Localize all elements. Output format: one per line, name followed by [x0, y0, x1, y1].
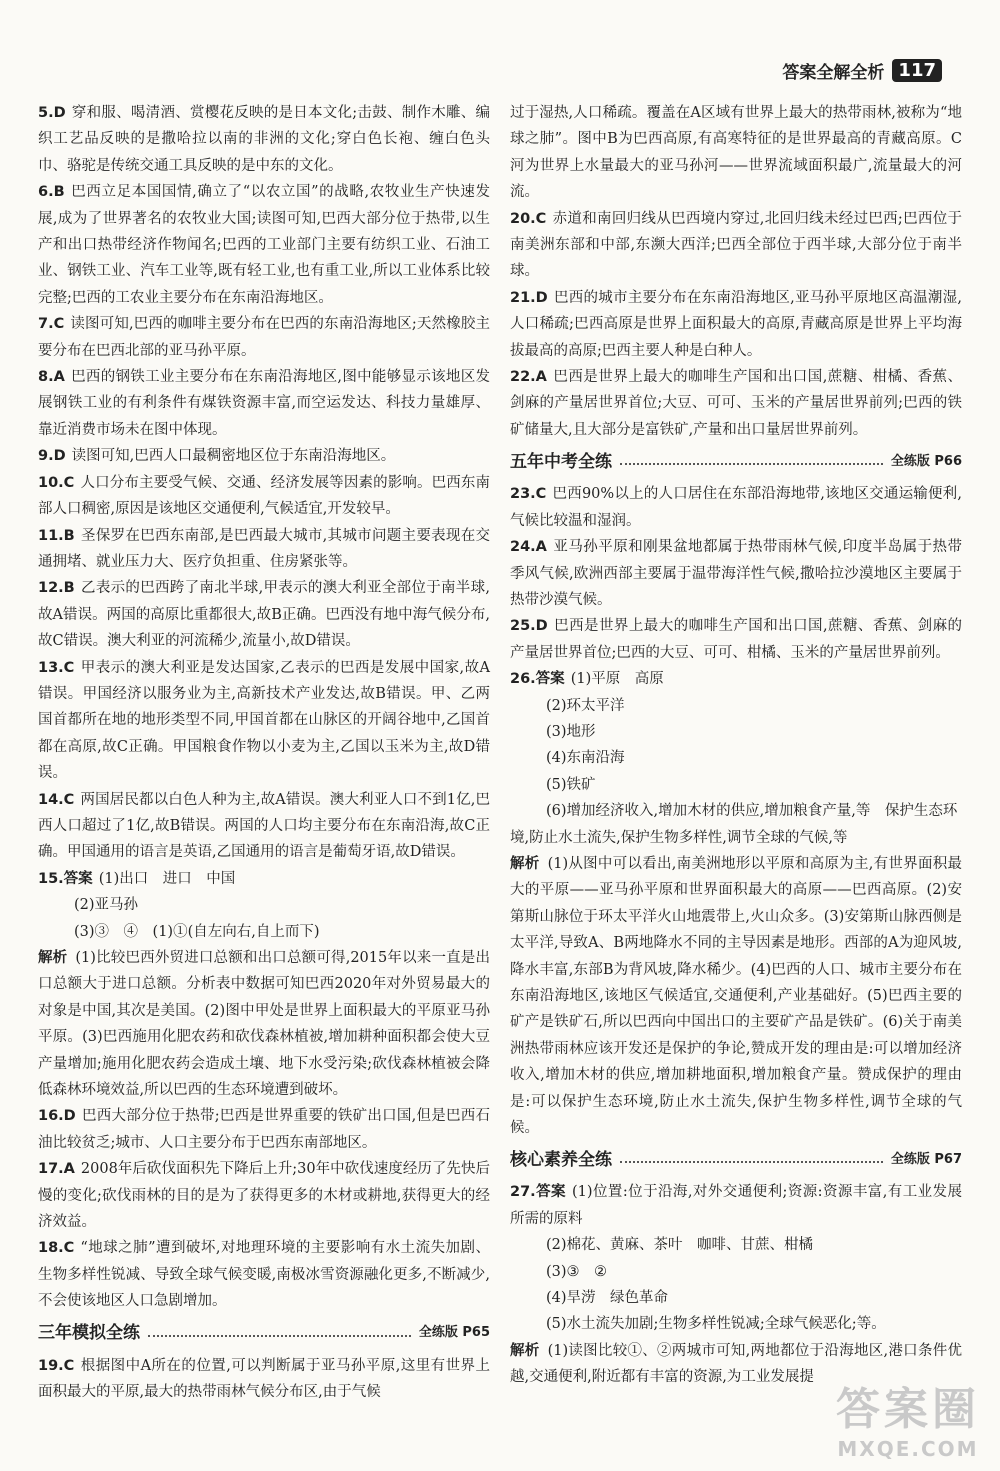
answer-line: (3)③ ②	[546, 1263, 608, 1280]
watermark-logo: 答案圈 MXQE.COM	[836, 1384, 980, 1461]
answer-item: 6.B 巴西立足本国国情,确立了“以农立国”的战略,农牧业生产快速发展,成为了世界著名的农牧业大国;读图可知,巴西大部分位于热带,以生产和出口热带经济作物闻名;巴西的工业部门主要有纺织工业、石油工业、钢铁工业、汽车工业等,既有轻工业,也有重工业,所以工业体系比较完整;巴西的工农业主要分布在东南沿海地区。	[38, 184, 490, 306]
answer-line: (4)旱涝 绿色革命	[546, 1290, 669, 1307]
section-header: 五年中考全练 全练版 P66	[510, 452, 962, 473]
answer-item: 16.D 巴西大部分位于热带;巴西是世界重要的铁矿出口国,但是巴西石油比较贫乏;城市、人口主要分布于巴西东南部地区。	[38, 1108, 490, 1151]
answer-item: 18.C “地球之肺”遭到破坏,对地理环境的主要影响有水土流失加剧、生物多样性锐减、导致全球气候变暖,南极冰雪资源融化更多,不断减少,不会使该地区人口急剧增加。	[38, 1240, 490, 1310]
answer-item: 8.A 巴西的钢铁工业主要分布在东南沿海地区,图中能够显示该地区发展钢铁工业的有利条件有煤铁资源丰富,而空运发达、科技力量雄厚、靠近消费市场未在图中体现。	[38, 369, 490, 438]
answer-line: (4)东南沿海	[546, 750, 625, 767]
answer-item: 9.D 读图可知,巴西人口最稠密地区位于东南沿海地区。	[38, 448, 396, 465]
answer-line: (2)环太平洋	[546, 697, 625, 714]
answer-item: 17.A 2008年后砍伐面积先下降后上升;30年中砍伐速度经历了先快后慢的变化;砍伐雨林的目的是为了获得更多的木材或耕地,获得更大的经济效益。	[38, 1161, 490, 1231]
answer-line: (3)地形	[546, 723, 596, 740]
section-header: 三年模拟全练 全练版 P65	[38, 1323, 490, 1344]
explanation: 解析 (1)读图比较①、②两城市可知,两地都位于沿海地区,港口条件优越,交通便利,附近都有丰富的资源,为工业发展提	[510, 1342, 963, 1386]
answer-item: 23.C 巴西90%以上的人口居住在东部沿海地带,该地区交通运输便利,气候比较温和湿润。	[510, 486, 962, 529]
left-column	[38, 100, 490, 1406]
answer-item: 12.B 乙表示的巴西跨了南北半球,甲表示的澳大利亚全部位于南半球,故A错误。两国的高原比重都很大,故B正确。巴西没有地中海气候分布,故C错误。澳大利亚的河流稀少,流量小,故D错误。	[38, 580, 490, 650]
page-number: 117	[892, 59, 942, 82]
answer-item: 19.C 根据图中A所在的位置,可以判断属于亚马孙平原,这里有世界上面积最大的平原,最大的热带雨林气候分布区,由于气候	[38, 1357, 490, 1401]
answer-item: 25.D 巴西是世界上最大的咖啡生产国和出口国,蔗糖、香蕉、剑麻的产量居世界首位;巴西的大豆、可可、柑橘、玉米的产量居世界前列。	[510, 618, 962, 661]
answer-line: (5)水土流失加剧;生物多样性锐减;全球气候恶化;等。	[546, 1316, 886, 1333]
right-column	[510, 100, 962, 1391]
answer-item: 13.C 甲表示的澳大利亚是发达国家,乙表示的巴西是发展中国家,故A错误。甲国经济以服务业为主,高新技术产业发达,故B错误。甲、乙两国首都所在地的地形类型不同,甲国首都在山脉区的开阔谷地中,乙国首都在高原,故C正确。甲国粮食作物以小麦为主,乙国以玉米为主,故D错误。	[38, 659, 490, 782]
answer-item-26: 26.答案 (1)平原 高原	[510, 671, 664, 688]
answer-item: 20.C 赤道和南回归线从巴西境内穿过,北回归线未经过巴西;巴西位于南美洲东部和中部,东濒大西洋;巴西全部位于西半球,大部分位于南半球。	[510, 210, 962, 280]
answer-item: 21.D 巴西的城市主要分布在东南沿海地区,亚马孙平原地区高温潮湿,人口稀疏;巴西高原是世界上面积最大的高原,青藏高原是世界上平均海拔最高的高原;巴西主要人种是白种人。	[510, 289, 962, 359]
answer-continued: 过于湿热,人口稀疏。覆盖在A区域有世界上最大的热带雨林,被称为“地球之肺”。图中B为巴西高原,有高寒特征的是世界最高的青藏高原。C河为世界上水量最大的亚马孙河——世界流域面积最广,流量最大的河流。	[510, 105, 962, 201]
answer-item: 11.B 圣保罗在巴西东南部,是巴西最大城市,其城市问题主要表现在交通拥堵、就业压力大、医疗负担重、住房紧张等。	[38, 527, 490, 570]
answer-item: 5.D 穿和服、喝清酒、赏樱花反映的是日本文化;击鼓、制作木雕、编织工艺品反映的是撒哈拉以南的非洲的文化;穿白色长袍、缠白色头巾、骆驼是传统交通工具反映的是中东的文化。	[38, 105, 490, 174]
answer-item: 7.C 读图可知,巴西的咖啡主要分布在巴西的东南沿海地区;天然橡胶主要分布在巴西北部的亚马孙平原。	[38, 316, 490, 359]
explanation: 解析 (1)比较巴西外贸进口总额和出口总额可得,2015年以来一直是出口总额大于进口总额。分析表中数据可知巴西2020年对外贸易最大的对象是中国,其次是美国。(2)图中甲处是世界上面积最大的平原亚马孙平原。(3)巴西施用化肥农药和砍伐森林植被,增加耕种面积都会使大豆产量增加;施用化肥农药会造成土壤、地下水受污染;砍伐森林植被会降低森林环境效益,所以巴西的生态环境遭到破坏。	[38, 950, 490, 1099]
page-header	[782, 58, 942, 83]
section-header: 核心素养全练 全练版 P67	[510, 1150, 962, 1171]
answer-item-15: 15.答案 (1)出口 进口 中国	[38, 870, 236, 887]
answer-item-27: 27.答案 (1)位置:位于沿海,对外交通便利;资源:资源丰富,有工业发展所需的原料	[510, 1184, 962, 1227]
answer-line: (2)棉花、黄麻、茶叶 咖啡、甘蔗、柑橘	[546, 1237, 814, 1254]
header-title: 答案全解全析	[782, 63, 885, 83]
answer-item: 10.C 人口分布主要受气候、交通、经济发展等因素的影响。巴西东南部人口稠密,原因是该地区交通便利,气候适宜,开发较早。	[38, 474, 490, 518]
answer-item: 14.C 两国居民都以白色人种为主,故A错误。澳大利亚人口不到1亿,巴西人口超过了1亿,故B错误。两国的人口均主要分布在东南沿海,故C正确。甲国通用的语言是英语,乙国通用的语言是葡萄牙语,故D错误。	[38, 791, 490, 861]
answer-line: (2)亚马孙	[74, 897, 139, 914]
answer-line: (6)增加经济收入,增加木材的供应,增加粮食产量,等 保护生态环境,防止水土流失,保护生物多样性,调节全球的气候,等	[510, 803, 958, 846]
answer-item: 22.A 巴西是世界上最大的咖啡生产国和出口国,蔗糖、柑橘、香蕉、剑麻的产量居世界首位;大豆、可可、玉米的产量居世界前列;巴西的铁矿储量大,且大部分是富铁矿,产量和出口量居世界前列。	[510, 369, 962, 438]
explanation: 解析 (1)从图中可以看出,南美洲地形以平原和高原为主,有世界面积最大的平原——亚马孙平原和世界面积最大的高原——巴西高原。(2)安第斯山脉位于环太平洋火山地震带上,火山众多。(3)安第斯山脉西侧是太平洋,导致A、B两地降水不同的主导因素是地形。西部的A为迎风坡,降水丰富,东部B为背风坡,降水稀少。(4)巴西的人口、城市主要分布在东南沿海地区,该地区气候适宜,交通便利,产业基础好。(5)巴西主要的矿产是铁矿石,所以巴西向中国出口的主要矿产品是铁矿。(6)关于南美洲热带雨林应该开发还是保护的争论,赞成开发的理由是:可以增加经济收入,增加木材的供应,增加耕地面积,增加粮食产量。赞成保护的理由是:可以保护生态环境,防止水土流失,保护生物多样性,调节全球的气候。	[510, 855, 963, 1137]
answer-line: (3)③ ④ (1)①(自左向右,自上而下)	[74, 923, 320, 940]
answer-item: 24.A 亚马孙平原和刚果盆地都属于热带雨林气候,印度半岛属于热带季风气候,欧洲西部主要属于温带海洋性气候,撒哈拉沙漠地区主要属于热带沙漠气候。	[510, 539, 962, 608]
answer-line: (5)铁矿	[546, 776, 596, 793]
